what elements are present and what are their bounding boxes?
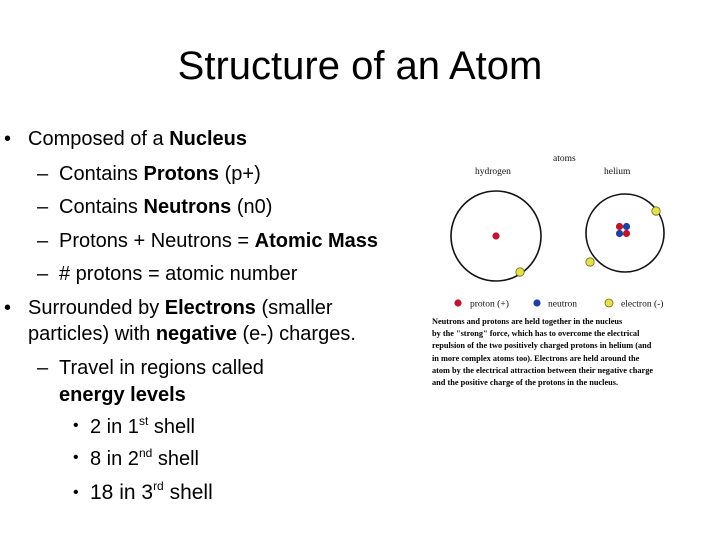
bullet-neutrons	[59, 196, 272, 219]
dash-marker: –	[37, 230, 49, 252]
bullet-electrons-mid: (smaller	[255, 297, 333, 319]
legend-neutron-swatch	[533, 299, 540, 306]
bullet-neutrons-pre: Contains	[59, 196, 144, 218]
bullet-marker: •	[4, 128, 12, 150]
bullet-electrons-line2-post: (e-) charges.	[236, 323, 356, 345]
atoms-heading: atoms	[553, 154, 576, 164]
shell-1	[90, 416, 195, 439]
caption-line: repulsion of the two positively charged protons in helium (and	[432, 341, 652, 351]
bullet-protons-post: (p+)	[219, 163, 261, 185]
bullet-nucleus	[28, 128, 247, 151]
dash-marker: –	[37, 357, 49, 379]
slide-title: Structure of an Atom	[177, 44, 543, 88]
caption-line: Neutrons and protons are held together in the nucleus	[432, 317, 623, 326]
caption-line: and the positive charge of the protons in the nucleus.	[432, 378, 619, 388]
legend-proton-swatch	[454, 299, 461, 306]
bullet-electrons-pre: Surrounded by	[28, 297, 165, 319]
legend-neutron-label: neutron	[548, 299, 578, 310]
bullet-atomic-mass	[59, 230, 378, 253]
caption-line: atom by the electrical attraction between their negative charge	[432, 365, 654, 375]
dash-marker: –	[37, 163, 49, 185]
legend-proton-label: proton (+)	[470, 299, 509, 310]
shell-3	[90, 481, 213, 505]
bullet-travel-line1: Travel in regions called	[59, 357, 264, 379]
bullet-marker: •	[4, 297, 12, 319]
helium-neutron	[616, 230, 623, 237]
bullet-marker: •	[73, 449, 79, 466]
bullet-electrons-bold: Electrons	[164, 297, 256, 319]
bullet-protons	[59, 163, 261, 186]
bullet-neutrons-post: (n0)	[231, 196, 273, 218]
helium-electron	[586, 258, 594, 266]
bullet-marker: •	[73, 417, 79, 434]
shell-3-num: 18 in 3	[90, 481, 154, 504]
bullet-electrons-negative: negative	[155, 323, 237, 345]
bullet-electrons-line1	[28, 297, 333, 320]
dash-marker: –	[37, 263, 49, 285]
helium-proton	[623, 230, 630, 237]
bullet-electrons-line2-pre: particles) with	[28, 323, 156, 345]
bullet-marker: •	[73, 484, 79, 501]
bullet-atomic-mass-bold: Atomic Mass	[254, 230, 379, 252]
shell-2	[90, 448, 199, 471]
hydrogen-proton	[492, 232, 499, 239]
bullet-energy-levels: energy levels	[59, 384, 186, 406]
caption-line: by the "strong" force, which has to overcome the electrical	[432, 329, 640, 339]
dash-marker: –	[37, 196, 49, 218]
helium-neutron	[623, 223, 630, 230]
shell-3-post: shell	[163, 481, 213, 504]
bullet-electrons-line2	[28, 323, 356, 346]
bullet-protons-bold: Protons	[143, 163, 220, 185]
legend-electron-label: electron (-)	[621, 299, 664, 310]
shell-2-num: 8 in 2	[90, 448, 139, 470]
bullet-atomic-mass-pre: Protons + Neutrons =	[59, 230, 255, 252]
bullet-protons-pre: Contains	[59, 163, 144, 185]
bullet-nucleus-text: Composed of a	[28, 128, 170, 150]
shell-2-ordinal: nd	[138, 446, 153, 460]
shell-1-num: 2 in 1	[90, 416, 139, 438]
shell-2-post: shell	[152, 448, 199, 470]
helium-proton	[616, 223, 623, 230]
shell-1-ordinal: st	[138, 414, 149, 428]
bullet-atomic-number: # protons = atomic number	[59, 263, 298, 285]
bullet-nucleus-bold: Nucleus	[169, 128, 248, 150]
shell-3-ordinal: rd	[153, 479, 164, 493]
hydrogen-label: hydrogen	[475, 167, 511, 177]
hydrogen-electron	[516, 268, 524, 276]
bullet-neutrons-bold: Neutrons	[143, 196, 232, 218]
helium-electron	[652, 207, 660, 215]
caption-line: in more complex atoms too). Electrons are held around the	[432, 353, 640, 363]
legend-electron-swatch	[605, 299, 613, 307]
figure-caption	[432, 316, 718, 389]
shell-1-post: shell	[148, 416, 195, 438]
helium-label: helium	[604, 167, 631, 177]
